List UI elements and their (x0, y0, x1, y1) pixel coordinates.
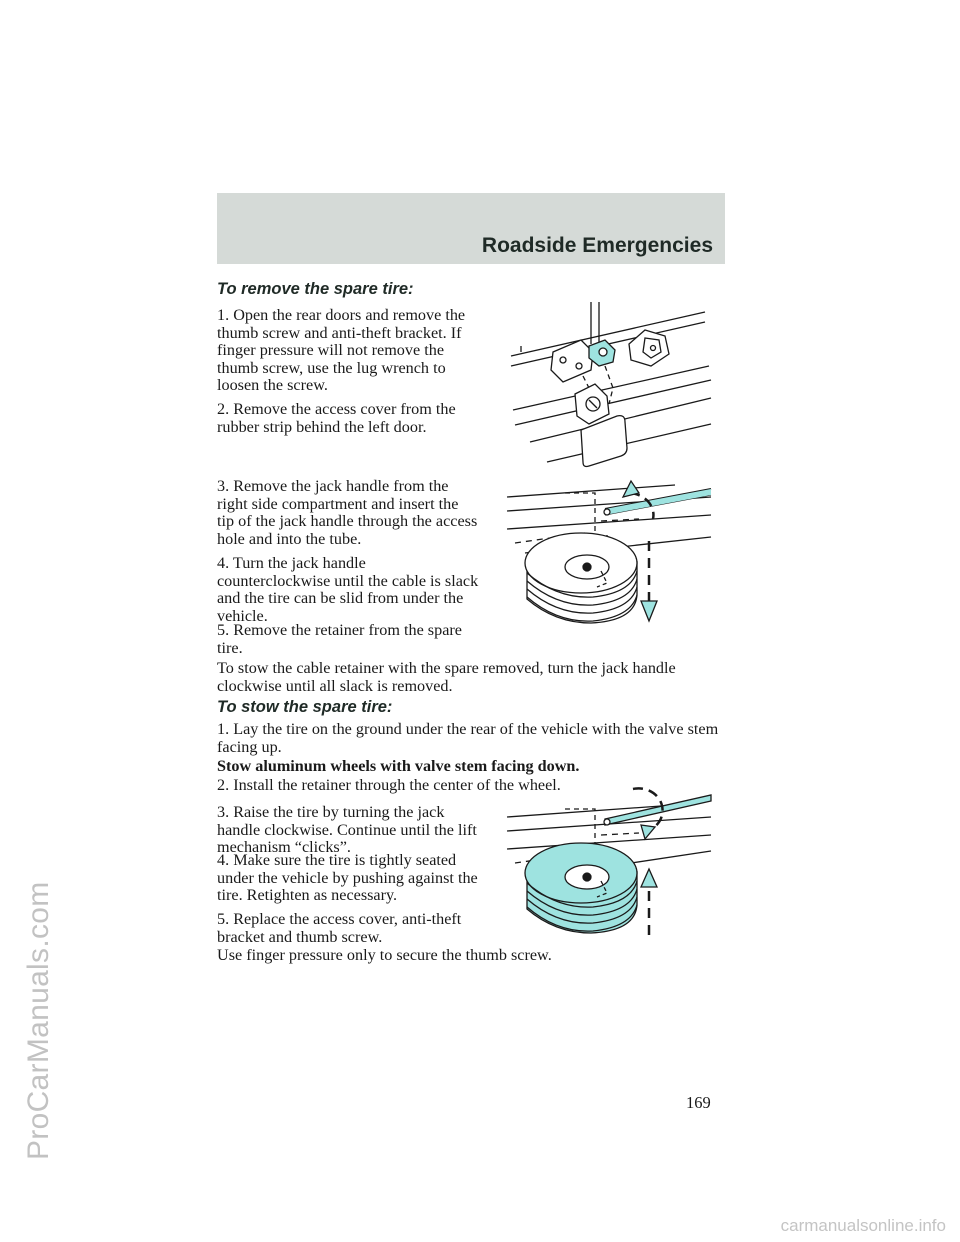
remove-step-1: 1. Open the rear doors and remove the thumb screw and anti-theft bracket. If finger pressure will not remove the thumb screw, use the lug wrench to loosen the screw. (217, 306, 466, 394)
stow-step-5-cont: Use finger pressure only to secure the thumb screw. (217, 946, 552, 964)
thumb-screw-bracket-illustration (505, 300, 715, 468)
stow-step-1: 1. Lay the tire on the ground under the rear of the vehicle with the valve stem facing up. (217, 720, 719, 756)
stow-step-3: 3. Raise the tire by turning the jack handle clockwise. Continue until the lift mechanism “clicks”. (217, 803, 477, 856)
stow-warning: Stow aluminum wheels with valve stem facing down. (217, 757, 580, 775)
footer-watermark: carmanualsonline.info (780, 1216, 946, 1235)
remove-step-3: 3. Remove the jack handle from the right side compartment and insert the tip of the jack handle through the access hole and into the tube. (217, 477, 478, 548)
section-title: Roadside Emergencies (481, 234, 713, 257)
remove-step-2: 2. Remove the access cover from the rubber strip behind the left door. (217, 400, 456, 436)
remove-step-4: 4. Turn the jack handle counterclockwise until the cable is slack and the tire can be slid from under the vehicle. (217, 554, 479, 625)
page-number: 169 (686, 1093, 711, 1112)
stow-heading: To stow the spare tire: (217, 698, 393, 716)
remove-note: To stow the cable retainer with the spare removed, turn the jack handle clockwise until all slack is removed. (217, 659, 676, 695)
stow-step-5: 5. Replace the access cover, anti-theft bracket and thumb screw. (217, 910, 462, 946)
section-header (217, 193, 725, 264)
stow-step-4: 4. Make sure the tire is tightly seated under the vehicle by pushing against the tire. Retighten as necessary. (217, 851, 478, 904)
raise-spare-tire-illustration (505, 785, 715, 937)
side-watermark: ProCarManuals.com (22, 881, 55, 1160)
stow-step-2: 2. Install the retainer through the center of the wheel. (217, 776, 561, 794)
lower-spare-tire-illustration (505, 475, 715, 627)
remove-step-5: 5. Remove the retainer from the spare tire. (217, 621, 462, 657)
remove-heading: To remove the spare tire: (217, 280, 414, 298)
